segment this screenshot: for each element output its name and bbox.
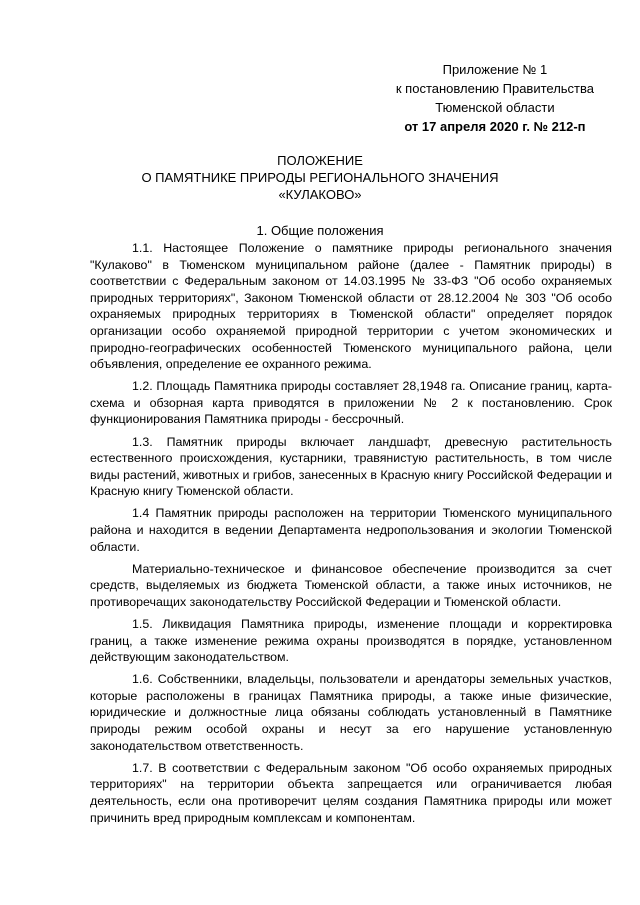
title-line-1: ПОЛОЖЕНИЕ (277, 153, 363, 168)
title-line-3: «КУЛАКОВО» (278, 187, 362, 202)
section-heading: 1. Общие положения (256, 223, 384, 238)
title-line-2: О ПАМЯТНИКЕ ПРИРОДЫ РЕГИОНАЛЬНОГО ЗНАЧЕНИЯ (141, 170, 499, 185)
appendix-region: Тюменской области (435, 100, 555, 115)
document-body (90, 240, 612, 832)
paragraph-1-4: 1.4 Памятник природы расположен на территории Тюменского муниципального района и находится в ведении Департамента недропользования и экологии Тюменской области. (90, 506, 612, 554)
appendix-number: Приложение № 1 (442, 62, 548, 77)
paragraph-1-2: 1.2. Площадь Памятника природы составляет 28,1948 га. Описание границ, карта-схема и обзорная карта приводятся в приложении № 2 к постановлению. Срок функционирования Памятника природы - бессрочный. (90, 379, 612, 427)
paragraph-1-7: 1.7. В соответствии с Федеральным законом "Об особо охраняемых природных территориях" на территории объекта запрещается или ограничивается любая деятельность, если она противоречит целям создания Памятника природы или может причинить вред природным комплексам и компонентам. (90, 760, 612, 825)
paragraph-1-6: 1.6. Собственники, владельцы, пользователи и арендаторы земельных участков, которые расположены в границах Памятника природы, а также иные физические, юридические и должностные лица обязаны соблюдать установленный в Памятнике природы режим особой охраны и несут за его нарушение установленную законодательством ответственность. (90, 672, 612, 753)
appendix-header (396, 60, 594, 136)
paragraph-1-1: 1.1. Настоящее Положение о памятнике природы регионального значения "Кулаково" в Тюменском муниципальном районе (далее - Памятник природы) в соответствии с Федеральным законом от 14.03.1995 № 33-ФЗ "Об особо охраняемых природных территориях", Законом Тюменской области от 28.12.2004 № 303 "Об особо охраняемых природных территориях в Тюменской области" определяет порядок организации особо охраняемой природной территории с учетом экономических и природно-географических особенностей Тюменского муниципального района, цели объявления, определение ее охранного режима. (90, 241, 612, 372)
paragraph-funding: Материально-техническое и финансовое обеспечение производится за счет средств, выделяемых из бюджета Тюменской области, а также иных источников, не противоречащих законодательству Российской Федерации и Тюменской области. (90, 561, 612, 609)
document-title (0, 152, 640, 203)
appendix-reference: к постановлению Правительства (395, 81, 594, 96)
paragraph-1-5: 1.5. Ликвидация Памятника природы, изменение площади и корректировка границ, а также изменение режима охраны производятся в порядке, установленном действующим законодательством. (90, 616, 612, 665)
appendix-date-number: от 17 апреля 2020 г. № 212-п (404, 119, 586, 134)
paragraph-1-3: 1.3. Памятник природы включает ландшафт, древесную растительность естественного происхождения, кустарники, травянистую растительность, в том числе виды растений, животных и грибов, занесенных в Красную книгу Российской Федерации и Красную книгу Тюменской области. (90, 434, 612, 499)
